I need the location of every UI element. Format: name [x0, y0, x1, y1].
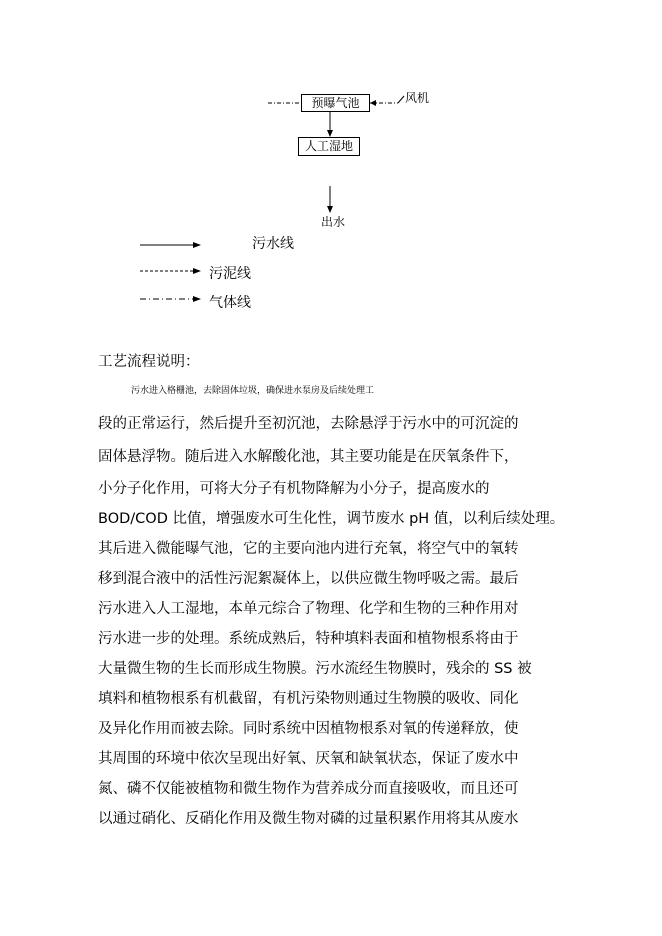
text-line: 填料和植物根系有机截留，有机污染物则通过生物膜的吸收、同化: [98, 691, 519, 707]
wetland-box: [298, 137, 360, 156]
legend-gas-arrow: [193, 296, 201, 302]
legend-sludge-label: 污泥线: [209, 266, 251, 282]
text-line: 固体悬浮物。随后进入水解酸化池，其主要功能是在厌氧条件下，: [98, 449, 519, 465]
flow-arrowhead-1: [327, 130, 333, 137]
text-line: 污水进入格栅池，去除固体垃圾，确保进水泵房及后续处理工: [131, 386, 375, 396]
outlet-label: 出水: [321, 215, 346, 229]
wetland-label: 人工湿地: [304, 139, 353, 153]
flow-arrowhead-2: [327, 206, 333, 213]
section-heading: 工艺流程说明：: [98, 354, 200, 370]
legend-gas-label: 气体线: [209, 295, 251, 311]
legend-sludge-arrow: [193, 268, 201, 274]
text-line: BOD/COD 比值，增强废水可生化性，调节废水 pH 值，以利后续处理。: [98, 511, 565, 527]
text-line: 其周围的环境中依次呈现出好氧、厌氧和缺氧状态，保证了废水中: [98, 751, 519, 767]
legend-sewage-label: 污水线: [252, 236, 294, 252]
blower-tick: [398, 96, 404, 103]
text-line: 以通过硝化、反硝化作用及微生物对磷的过量积累作用将其从废水: [98, 811, 519, 827]
text-line: 污水进入人工湿地，本单元综合了物理、化学和生物的三种作用对: [98, 601, 519, 617]
text-line: 氮、磷不仅能被植物和微生物作为营养成分而直接吸收，而且还可: [98, 781, 519, 797]
legend-sewage-arrow: [193, 242, 201, 248]
blower-label: 风机: [405, 91, 430, 105]
text-line: 污水进一步的处理。系统成熟后，特种填料表面和植物根系将由于: [98, 631, 519, 647]
text-line: 大量微生物的生长而形成生物膜。污水流经生物膜时，残余的 SS 被: [98, 661, 532, 677]
diagram-connectors: [0, 0, 662, 330]
blower-arrowhead: [370, 100, 376, 106]
text-line: 及异化作用而被去除。同时系统中因植物根系对氧的传递释放，使: [98, 721, 519, 737]
text-line: 其后进入微能曝气池，它的主要向池内进行充氧，将空气中的氧转: [98, 541, 519, 557]
text-line: 移到混合液中的活性污泥絮凝体上，以供应微生物呼吸之需。最后: [98, 571, 519, 587]
process-flow-diagram: [0, 0, 662, 330]
text-line: 小分子化作用，可将大分子有机物降解为小分子，提高废水的: [98, 481, 490, 497]
aeration-pond-box: [301, 94, 370, 112]
aeration-pond-label: 预曝气池: [311, 96, 360, 110]
text-line: 段的正常运行，然后提升至初沉池，去除悬浮于污水中的可沉淀的: [98, 416, 519, 432]
